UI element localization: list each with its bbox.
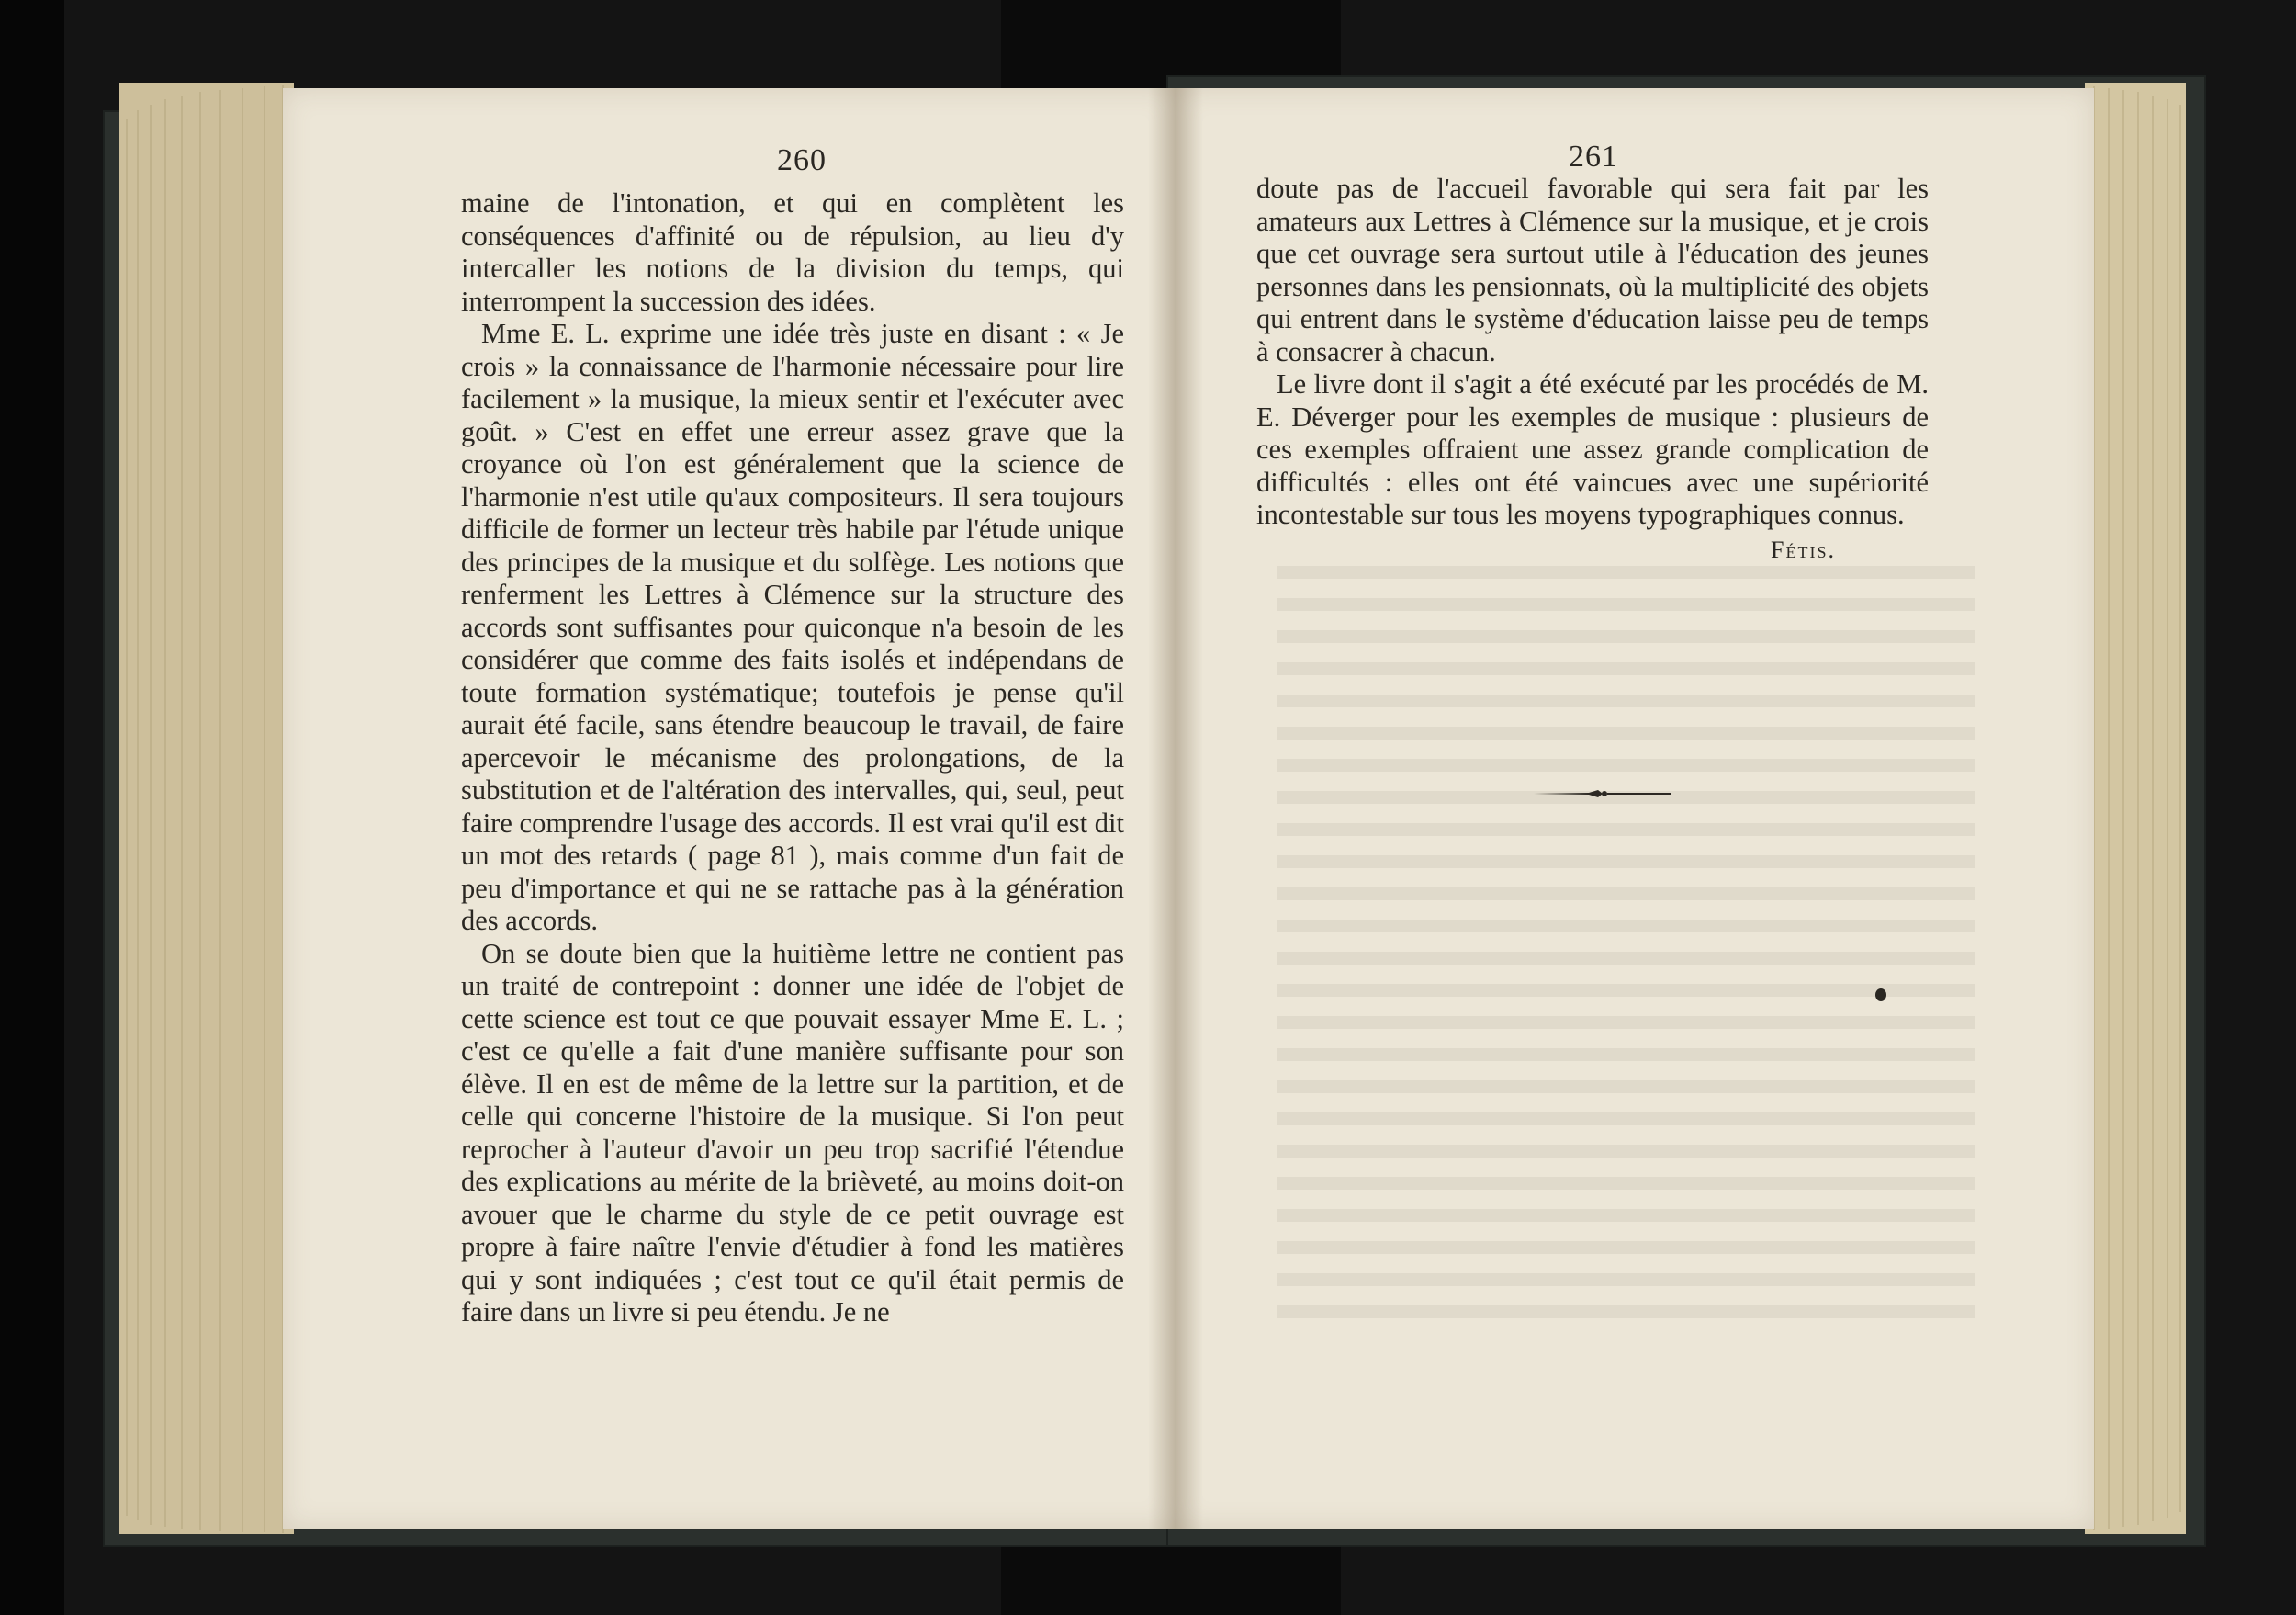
paragraph: On se doute bien que la huitième lettre ne contient pas un traité de contrepoint : donner une idée de l'objet de cette science est tout ce que pouvait essayer Mme E. L. ; c'est ce qu'elle a fait d'une manière suffisante pour son élève. Il en est de même de la lettre sur la partition, et de celle qui concerne l'histoire de la musique. Si l'on peut reprocher à l'auteur d'avoir un peu trop sacrifié l'étendue des explications au mérite de la brièveté, au moins doit-on avouer que le charme du style de ce petit ouvrage est propre à faire naître l'envie d'étudier à fond les matières qui y sont indiquées ; c'est tout ce qu'il était permis de faire dans un livre si peu étendu. Je ne xyxy=(461,937,1124,1327)
page-edges-left xyxy=(119,83,294,1534)
paragraph: maine de l'intonation, et qui en complètent les conséquences d'affinité ou de répulsion, au lieu d'y intercaller les notions de la division du temps, qui interrompent la succession des idées. xyxy=(461,187,1124,317)
show-through-texture xyxy=(1277,566,1975,1319)
right-page-text xyxy=(1256,173,1929,532)
book-gutter xyxy=(1148,88,1203,1529)
left-page xyxy=(283,88,1176,1529)
page-number-right: 261 xyxy=(1569,140,1618,174)
background-band-left xyxy=(0,0,64,1615)
paragraph: doute pas de l'accueil favorable qui sera fait par les amateurs aux Lettres à Clémence sur la musique, et je crois que cet ouvrage sera surtout utile à l'éducation des jeunes personnes dans les pensionnats, où la multiplicité des objets qui entrent dans le système d'éducation laisse peu de temps à consacrer à chacun. xyxy=(1256,173,1929,367)
paragraph: Mme E. L. exprime une idée très juste en disant : « Je crois » la connaissance de l'harmonie nécessaire pour lire facilement » la musique, la mieux sentir et l'exécuter avec goût. » C'est en effet une erreur assez grave que la croyance où l'on est généralement que la science de l'harmonie n'est utile qu'aux compositeurs. Il sera toujours difficile de former un lecteur très habile par l'étude unique des principes de la musique et du solfège. Les notions que renferment les Lettres à Clémence sur la structure des accords sont suffisantes pour quiconque n'a besoin de les considérer que comme des faits isolés et indépendans de toute formation systématique; toutefois je pense qu'il aurait été facile, sans étendre beaucoup le travail, de faire apercevoir le mécanisme des prolongations, de la substitution et de l'altération des intervalles, qui, seul, peut faire comprendre l'usage des accords. Il est vrai qu'il est dit un mot des retards ( page 81 ), mais comme d'un fait de peu d'importance et qui ne se rattache pas à la génération des accords. xyxy=(461,318,1124,936)
ink-spot xyxy=(1875,988,1886,1001)
paragraph: Le livre dont il s'agit a été exécuté par les procédés de M. E. Déverger pour les exemples de musique : plusieurs de ces exemples offraient une assez grande complication de difficultés : elles ont été vaincues avec une supériorité incontestable sur tous les moyens typographiques connus. xyxy=(1256,368,1929,530)
right-page xyxy=(1176,88,2094,1529)
page-number-left: 260 xyxy=(777,143,827,177)
page-edges-right xyxy=(2085,83,2186,1534)
left-page-text xyxy=(461,187,1124,1329)
signature: Fétis. xyxy=(1771,536,1836,563)
